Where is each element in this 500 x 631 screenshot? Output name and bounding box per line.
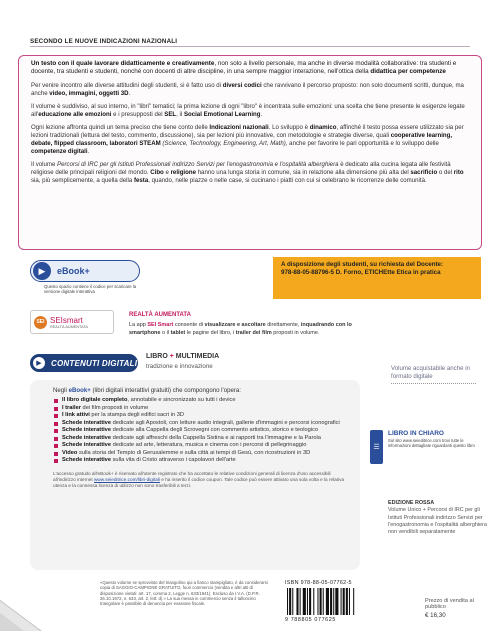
list-item: Schede interattive dedicate alla Cappella degli Scrovegni con commento artistico, storico e teologico xyxy=(58,427,350,435)
barcode-bars xyxy=(287,588,379,615)
price-value: € 16,30 xyxy=(425,612,446,619)
isbn-label: ISBN 978-88-05-07762-5 xyxy=(285,580,352,586)
ebook-arrow-icon: ▶ xyxy=(33,262,51,280)
list-item: I trailer dei film proposti in volume xyxy=(58,405,350,413)
license-url-link[interactable]: www.seieditrice.com/libri-digitali xyxy=(94,477,160,483)
ar-description: La app SEI Smart consente di visualizzare e ascoltare direttamente, inquadrando con lo smartphone o il tablet le pagine del libro, i trailer dei film proposti in volume. xyxy=(129,322,352,336)
barcode-bar xyxy=(296,588,298,615)
book-icon: ☰ xyxy=(370,430,383,464)
ebook-contents-list xyxy=(58,397,350,465)
list-item: Schede interattive dedicate agli affreschi della Cappella Sistina e ai rapporti tra l'immagine e la Parola xyxy=(58,435,350,443)
description-box xyxy=(18,55,482,250)
list-item: Il libro digitale completo, annotabile e sincronizzato su tutti i device xyxy=(58,397,350,405)
edition-description: Volume Unico + Percorsi di IRC per gli Istituti Professionali indirizzo Servizi per l'enogastronomia e l'ospitalità alberghiera non vendibili separatamente xyxy=(388,507,487,536)
barcode-bar xyxy=(330,588,332,615)
book-multimedia-title: LIBRO + MULTIMEDIA xyxy=(146,353,220,360)
barcode-bar xyxy=(343,588,345,615)
ebook-license-note: L'accesso gratuito all'eBook+ è riservato all'utente registrato che ha accettato le relative condizioni generali di licenza d'uso accessibili all'indirizzo internet www.seieditrice.com/libri-digitali e ha inserito il codice coupon. Tale codice può essere attivato una sola volta e la relativa utenza e la connessa licenza di utilizzo non sono trasferibili a terzi. xyxy=(53,470,345,489)
intro-paragraph-1: Un testo con il quale lavorare didatticamente e creativamente, non solo a livello personale, ma anche in diverse modalità collaborative: tra studenti e docente, tra studenti e studenti, nonché con docenti di altre discipline, in una sempre maggior interazione, nell'ottica della didattica per competenze xyxy=(31,60,457,76)
price-label: Prezzo di vendita al pubblico xyxy=(425,598,474,610)
sei-logo-sub: REALTÀ AUMENTATA xyxy=(50,324,88,329)
legal-notice: «Questo volume se sprovvisto del triangolino qui a fianco stampigliato, è da considerarsi copia di SAGGIO-CAMPIONE GRATUITO, fuori commercio (vendita e altri atti di disposizione vietati: art. 17, comma 2, Legge n. 633/1941). Escluso da I.V.A. (D.P.R. 26.10.1972, n. 633, art. 2, lett. d).» La sua messa in commercio senza il talloncino triangolare è passibile di denuncia per evasione fiscale. xyxy=(100,580,268,607)
libro-in-chiaro xyxy=(370,430,482,466)
intro-paragraph-3: Il volume è suddiviso, al suo interno, in "libri" tematici; la prima lezione di ogni "libro" è incentrata sulle emozioni: una scelta che tiene presente le esigenze legate all'educazione alle emozioni e i presupposti del SEL, il Social Emotional Learning. xyxy=(31,102,465,118)
teacher-request-code: 978-88-05-88796-5 D. Forno, ETICHEtte Etica in pratica xyxy=(281,269,441,277)
intro-paragraph-4: Ogni lezione affronta quindi un tema preciso che tiene conto delle Indicazioni nazionali. Lo sviluppo è dinamico, affinché il testo possa essere utilizzato sia per lezioni tradizionali (lettura del testo, commento, discussione), sia per lezioni più innovative, con metodologie e strategie diverse, quali cooperative learning, debate, flipped classroom, laboratori STEAM (Science, Technology, Engineering, Art, Math), anche per favorire le pari opportunità e lo sviluppo delle competenze digitali. xyxy=(31,123,464,155)
barcode-bar xyxy=(313,588,314,615)
intro-paragraph-2: Per venire incontro alle diverse attitudini degli studenti, si è fatto uso di diversi codici che ravvivano il percorso proposto: non solo documenti scritti, dunque, ma anche video, immagini, oggetti 3D. xyxy=(31,81,464,97)
barcode-bar xyxy=(317,588,318,615)
list-item: I link attivi per la stampa degli edifici sacri in 3D xyxy=(58,412,350,420)
digital-content-label: CONTENUTI DIGITALI xyxy=(51,358,138,368)
sei-smart-logo xyxy=(30,310,114,334)
libro-in-chiaro-text: Sul sito www.seieditrice.com trovi tutte le informazioni dettagliate riguardanti questo libro xyxy=(388,438,475,449)
page-header: SECONDO LE NUOVE INDICAZIONI NAZIONALI xyxy=(30,38,178,45)
teacher-request-line: A disposizione degli studenti, su richiesta del Docente: xyxy=(281,261,444,268)
barcode-block xyxy=(285,580,381,626)
ebook-logo xyxy=(30,260,140,282)
edition-info xyxy=(388,500,488,536)
ebook-contents-box xyxy=(30,380,360,570)
sei-logo-label: SEIsmart xyxy=(50,315,83,325)
intro-paragraph-5: Il volume Percorsi di IRC per gli Istituti Professionali indirizzo Servizi per l'enogastronomia e l'ospitalità alberghiera è dedicato alla cucina legata alle festività religiose delle principali religioni del mondo. Cibo e religione hanno una lunga storia in comune, sia in relazione alla dimensione più alta del sacrificio o del rito sia, più semplicemente, a quella della festa, quando, nelle piazze o nelle case, si cucinano i piatti con cui si celebrano le ricorrenze delle comunità. xyxy=(31,160,464,184)
edition-title: EDIZIONE ROSSA xyxy=(388,500,435,506)
barcode-bar xyxy=(307,588,308,615)
barcode-bar xyxy=(349,588,350,615)
ebook-logo-label: eBook+ xyxy=(57,266,90,276)
barcode-digits: 9 788805 077625 xyxy=(285,617,336,623)
barcode-bar xyxy=(326,588,329,615)
digital-purchase-note: Volume acquistabile anche in formato digitale xyxy=(391,365,476,384)
sample-corner-triangle xyxy=(0,585,80,631)
list-item: Schede interattive sulla vita di Cristo attraverso i capolavori dell'arte xyxy=(58,457,350,465)
ebook-contents-intro: Negli eBook+ (libri digitali interattivi gratuiti) che compongono l'opera: xyxy=(53,387,241,394)
list-item: Schede interattive dedicate agli Apostoli, con letture audio integrali, gallerie d'immagini e percorsi iconografici xyxy=(58,420,350,428)
barcode-bar xyxy=(320,588,322,615)
barcode-bar xyxy=(309,588,311,615)
ar-title: REALTÀ AUMENTATA xyxy=(129,312,191,318)
barcode-bar xyxy=(300,588,301,615)
barcode-bar xyxy=(289,588,291,615)
book-multimedia-subtitle: tradizione e innovazione xyxy=(146,363,213,370)
barcode-bar xyxy=(353,588,354,615)
barcode-bar xyxy=(341,588,342,615)
barcode-bar xyxy=(323,588,324,615)
barcode-bar xyxy=(303,588,306,615)
ebook-code-note: Questo spazio contiene il codice per scaricare la versione digitale interattiva xyxy=(44,284,137,295)
libro-in-chiaro-title: LIBRO IN CHIARO xyxy=(388,430,444,437)
play-arrow-icon: ▶ xyxy=(31,355,47,371)
digital-content-badge xyxy=(30,354,138,372)
barcode-bar xyxy=(346,588,348,615)
list-item: Schede interattive dedicate ad arte, letteratura, musica e cinema con i percorsi di pellegrinaggio xyxy=(58,442,350,450)
barcode-bar xyxy=(287,588,288,615)
teacher-request-box xyxy=(273,257,481,299)
header-rule xyxy=(30,46,470,47)
barcode-bar xyxy=(333,588,334,615)
barcode-bar xyxy=(335,588,338,615)
list-item: Video sulla storia del Tempio di Gerusalemme e sulla città ai tempi di Gesù, con ricostruzioni in 3D xyxy=(58,450,350,458)
barcode-bar xyxy=(292,588,293,615)
sei-logo-icon: SEI xyxy=(34,316,47,329)
